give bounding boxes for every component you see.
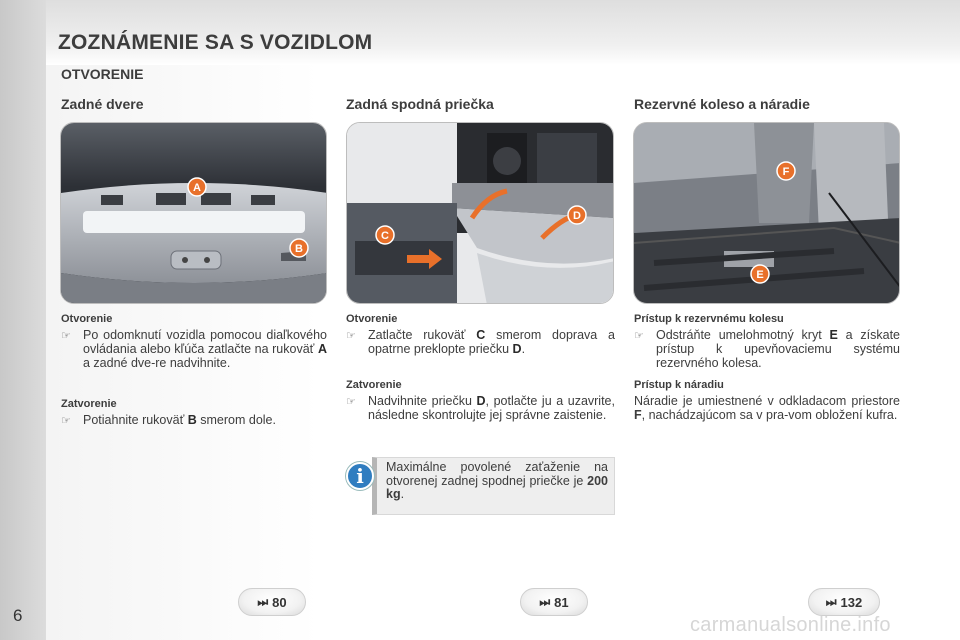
page-background bbox=[46, 0, 960, 640]
para-opening-door: ☞ Po odomknutí vozidla pomocou diaľkového ovládania alebo kľúča zatlačte na rukoväť A a zadné dve-re nadvihnite. bbox=[61, 328, 327, 370]
page-ref-81[interactable]: ⏭ 81 bbox=[520, 588, 588, 616]
section-title: OTVORENIE bbox=[61, 66, 144, 82]
left-margin-strip bbox=[0, 0, 46, 640]
pointing-hand-icon: ☞ bbox=[634, 330, 644, 342]
pointing-hand-icon: ☞ bbox=[61, 330, 71, 342]
pointing-hand-icon: ☞ bbox=[346, 396, 356, 408]
subhead-closing-bar: Zatvorenie bbox=[346, 379, 402, 391]
fast-forward-icon: ⏭ bbox=[825, 594, 837, 609]
svg-text:B: B bbox=[295, 243, 303, 255]
label-B bbox=[290, 239, 308, 257]
subhead-opening-door: Otvorenie bbox=[61, 313, 113, 325]
rear-bar-photo bbox=[346, 122, 614, 304]
subhead-tools-access: Prístup k náradiu bbox=[634, 379, 724, 391]
para-opening-bar: ☞ Zatlačte rukoväť C smerom doprava a opatrne preklopte priečku D. bbox=[346, 328, 615, 356]
page-number: 6 bbox=[13, 606, 23, 625]
label-E bbox=[751, 265, 769, 283]
para-tools-access: Náradie je umiestnené v odkladacom priestore F, nachádzajúcom sa v pra-vom obložení kufra. bbox=[634, 394, 900, 422]
pointing-hand-icon: ☞ bbox=[61, 415, 71, 427]
heading-rear-door: Zadné dvere bbox=[61, 96, 144, 112]
subhead-opening-bar: Otvorenie bbox=[346, 313, 398, 325]
info-icon: i bbox=[346, 462, 374, 490]
para-closing-bar: ☞ Nadvihnite priečku D, potlačte ju a uzavrite, následne skontrolujte jej správne zaistenie. bbox=[346, 394, 615, 422]
svg-text:D: D bbox=[573, 210, 581, 222]
fast-forward-icon: ⏭ bbox=[539, 594, 551, 609]
label-D bbox=[568, 206, 586, 224]
heading-rear-bar: Zadná spodná priečka bbox=[346, 96, 494, 112]
svg-text:C: C bbox=[381, 230, 389, 242]
label-C bbox=[376, 226, 394, 244]
svg-text:E: E bbox=[756, 269, 764, 281]
spare-wheel-photo bbox=[633, 122, 900, 304]
watermark: carmanualsonline.info bbox=[690, 614, 891, 636]
info-text: Maximálne povolené zaťaženie na otvorenej zadnej spodnej priečke je 200 kg. bbox=[386, 460, 608, 501]
page-ref-80[interactable]: ⏭ 80 bbox=[238, 588, 306, 616]
heading-spare-wheel: Rezervné koleso a náradie bbox=[634, 96, 810, 112]
label-A bbox=[188, 178, 206, 196]
page-title: ZOZNÁMENIE SA S VOZIDLOM bbox=[58, 31, 373, 54]
fast-forward-icon: ⏭ bbox=[257, 594, 269, 609]
page-ref-132[interactable]: ⏭ 132 bbox=[808, 588, 880, 616]
subhead-closing-door: Zatvorenie bbox=[61, 398, 117, 410]
label-F bbox=[777, 162, 795, 180]
subhead-spare-wheel-access: Prístup k rezervnému kolesu bbox=[634, 313, 784, 325]
svg-text:A: A bbox=[193, 182, 201, 194]
pointing-hand-icon: ☞ bbox=[346, 330, 356, 342]
para-spare-wheel-access: ☞ Odstráňte umelohmotný kryt E a získate prístup k upevňovaciemu systému rezervného kolesa. bbox=[634, 328, 900, 370]
rear-door-photo bbox=[60, 122, 327, 304]
para-closing-door: ☞ Potiahnite rukoväť B smerom dole. bbox=[61, 413, 276, 427]
svg-text:F: F bbox=[782, 166, 790, 178]
